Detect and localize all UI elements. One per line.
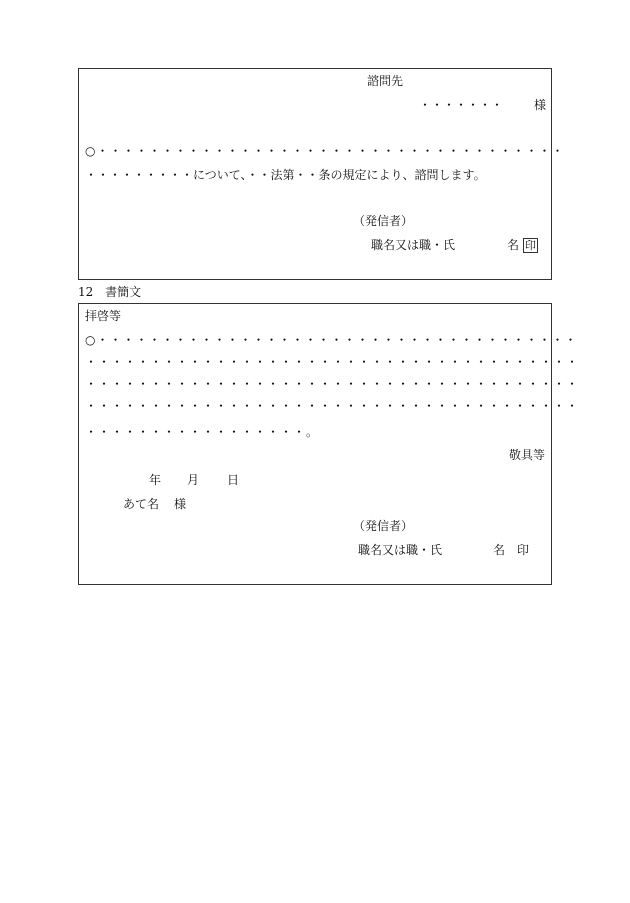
body-line-2: ・・・・・・・・・について、・・法第・・条の規定により、諮問します。	[85, 168, 486, 182]
letter-body-line-3: ・・・・・・・・・・・・・・・・・・・・・・・・・・・・・・・・・・・・・・	[85, 377, 580, 391]
letter-sender-name: 名	[493, 543, 506, 557]
letter-sender-label: （発信者）	[353, 519, 414, 533]
addressee-honorific: 様	[174, 497, 187, 511]
date-month: 月	[187, 473, 200, 487]
section-title: 書簡文	[105, 285, 142, 299]
section-heading	[78, 284, 141, 300]
section-number: 12	[78, 285, 94, 299]
letter-seal: 印	[517, 543, 530, 557]
greeting: 拝啓等	[85, 309, 122, 323]
date-year: 年	[149, 473, 162, 487]
honorific: 様	[534, 98, 547, 112]
sender-title: 職名又は職・氏	[371, 238, 456, 252]
body-line-1: ○・・・・・・・・・・・・・・・・・・・・・・・・・・・・・・・・・・・・	[85, 144, 565, 158]
addressee-dots: ・・・・・・・	[419, 98, 504, 112]
addressee-heading: 諮問先	[367, 74, 404, 88]
letter-body-line-5: ・・・・・・・・・・・・・・・・・。	[85, 425, 320, 439]
seal-mark: 印	[525, 239, 537, 252]
letter-body-line-4: ・・・・・・・・・・・・・・・・・・・・・・・・・・・・・・・・・・・・・・	[85, 399, 580, 413]
addressee: あて名	[123, 497, 160, 511]
sender-label: （発信者）	[353, 214, 414, 228]
letter-form-box	[78, 303, 580, 585]
sender-name-label: 名	[507, 238, 520, 252]
closing: 敬具等	[509, 448, 546, 462]
sender-name	[507, 237, 538, 253]
letter-body-line-1: ○・・・・・・・・・・・・・・・・・・・・・・・・・・・・・・・・・・・・・	[85, 333, 578, 347]
letter-body-line-2: ・・・・・・・・・・・・・・・・・・・・・・・・・・・・・・・・・・・・・・	[85, 355, 580, 369]
date-day: 日	[227, 473, 240, 487]
inquiry-form-box	[78, 68, 565, 280]
letter-sender-title: 職名又は職・氏	[358, 543, 443, 557]
